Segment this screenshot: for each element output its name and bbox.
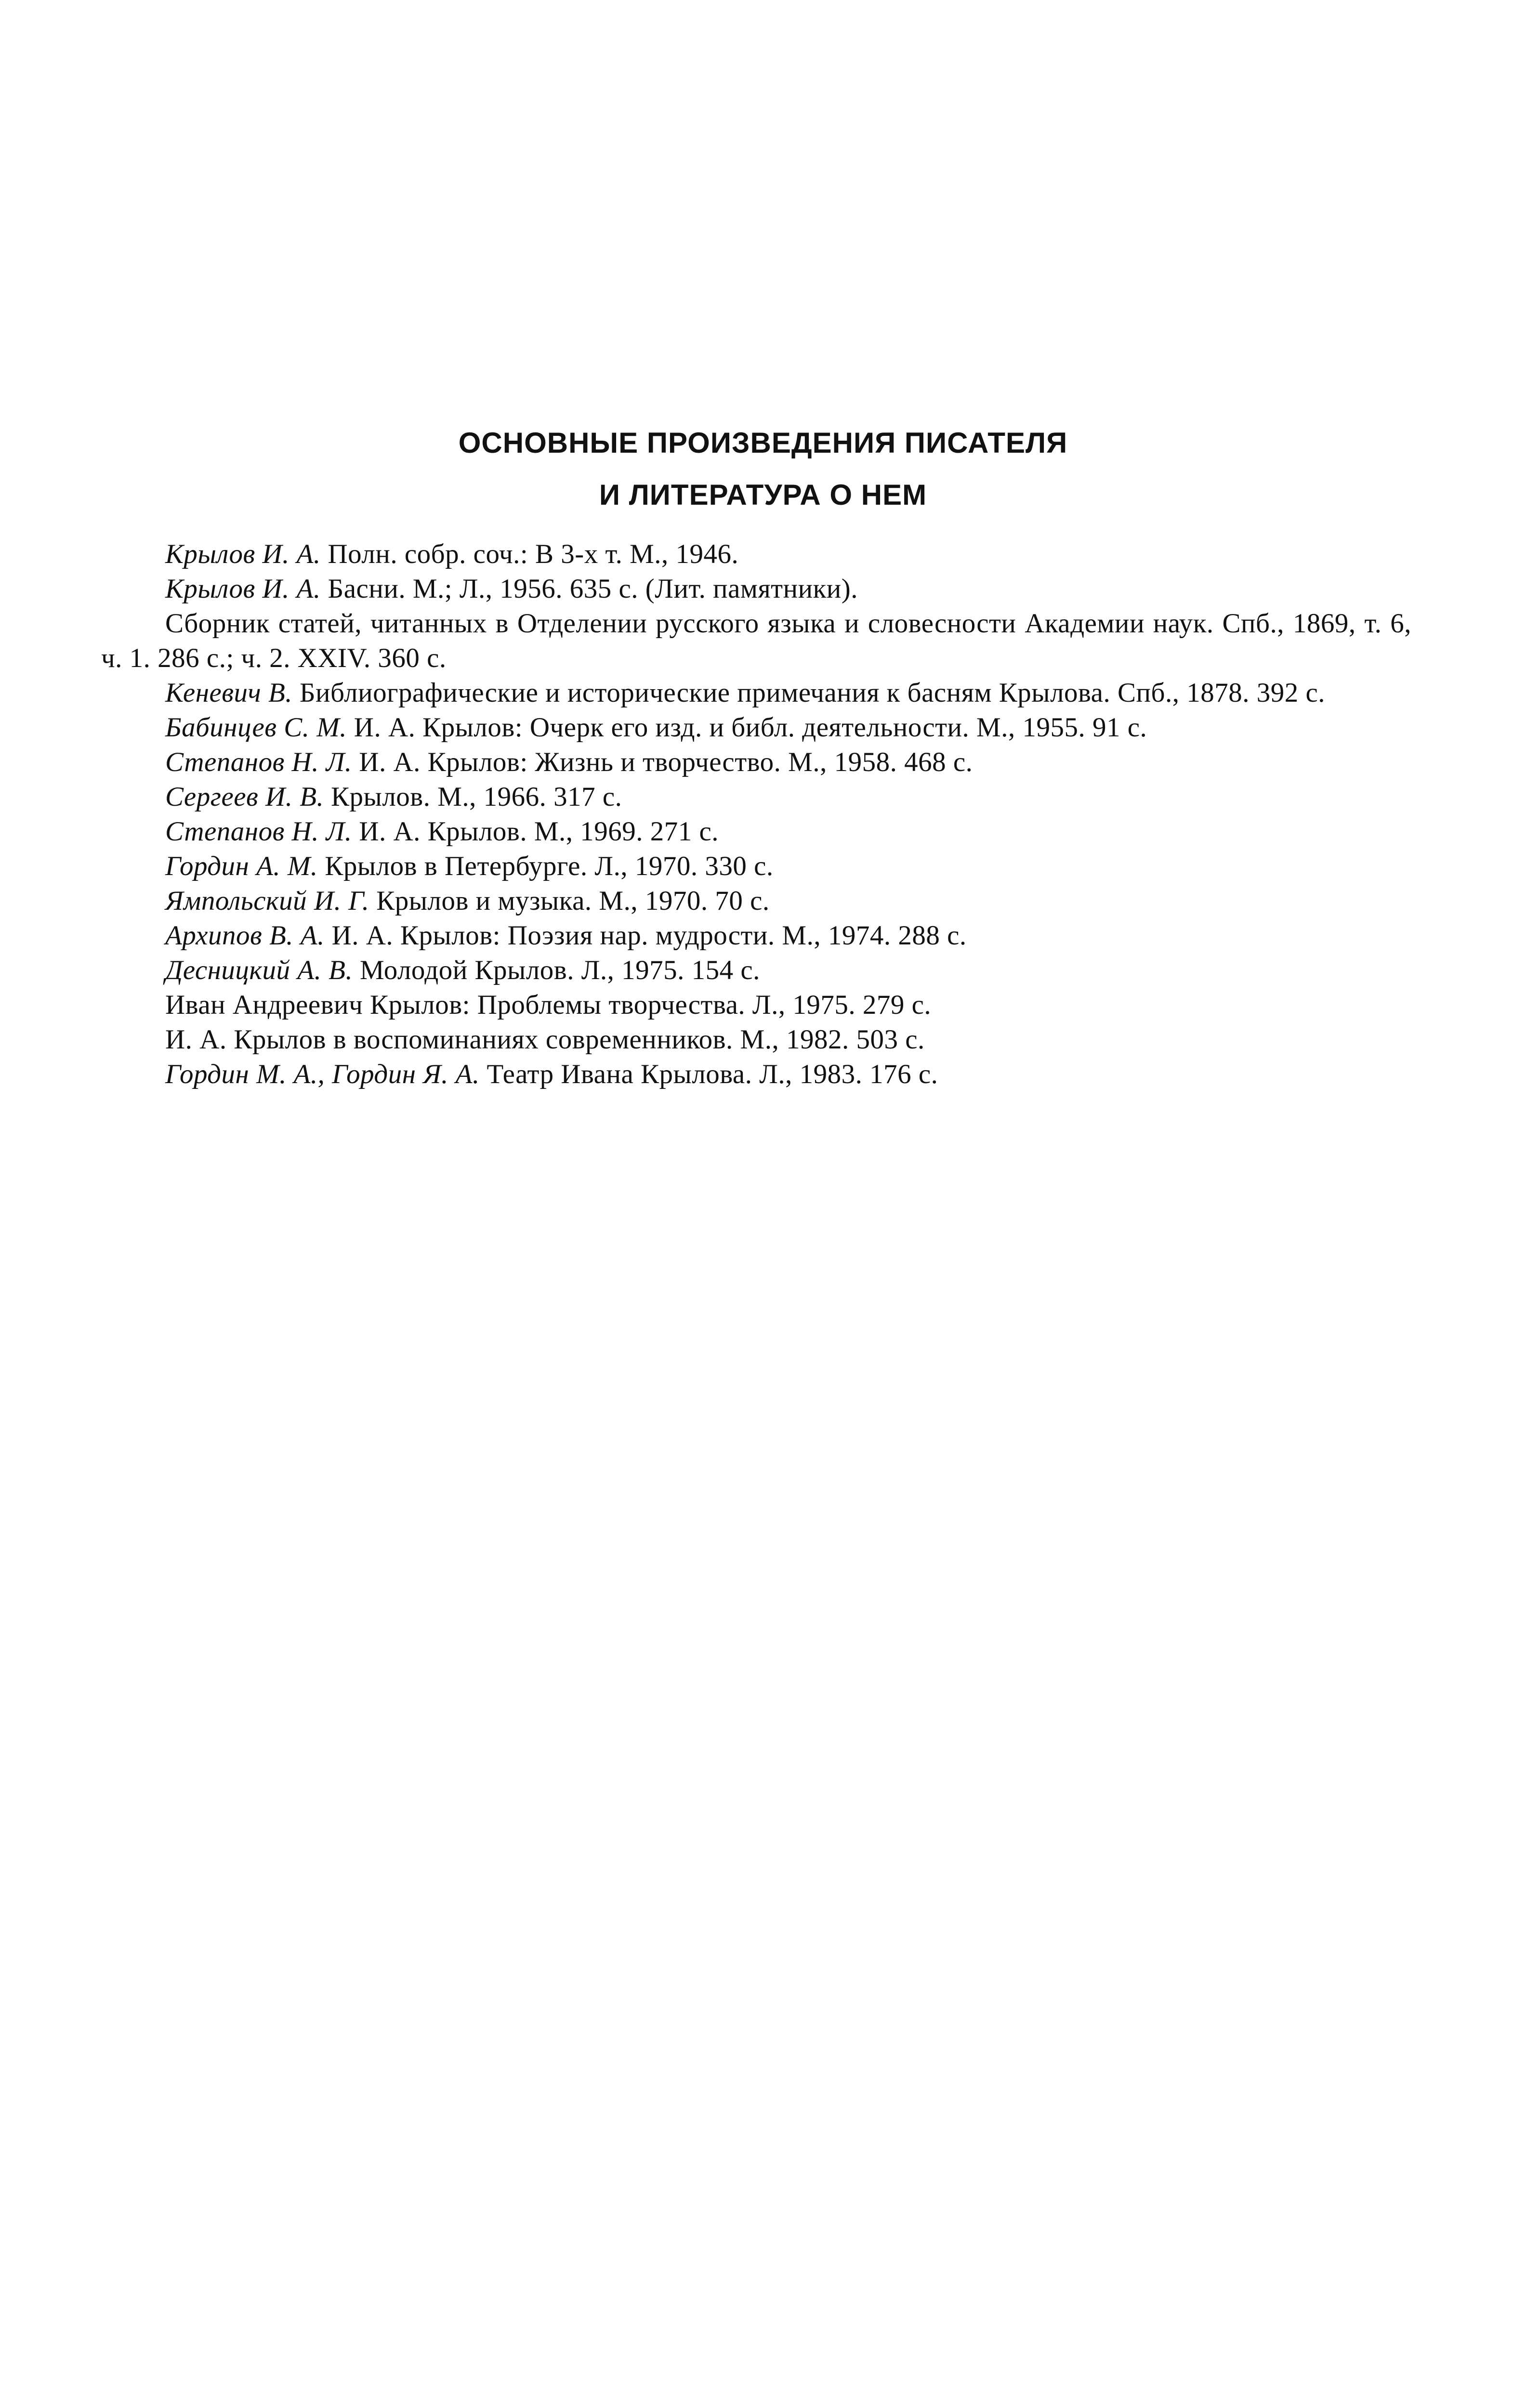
bibliography-entry	[101, 988, 1411, 1022]
entry-text: И. А. Крылов: Очерк его изд. и библ. деятельности. М., 1955. 91 с.	[347, 712, 1147, 743]
entry-text: Иван Андреевич Крылов: Проблемы творчества. Л., 1975. 279 с.	[165, 990, 932, 1020]
section-heading-line-1: ОСНОВНЫЕ ПРОИЗВЕДЕНИЯ ПИСАТЕЛЯ	[458, 427, 1068, 459]
section-heading-line-2: И ЛИТЕРАТУРА О НЕМ	[599, 479, 927, 511]
bibliography-entry	[101, 884, 1411, 918]
bibliography-entry	[101, 1022, 1411, 1057]
entry-text: Сборник статей, читанных в Отделении русского языка и словесности Академии наук. Спб., 1869, т. 6, ч. 1. 286 с.; ч. 2. XXIV. 360 с.	[101, 608, 1411, 673]
entry-text: И. А. Крылов: Поэзия нар. мудрости. М., 1974. 288 с.	[324, 920, 967, 951]
entry-text: Крылов в Петербурге. Л., 1970. 330 с.	[317, 851, 774, 881]
bibliography-entry	[101, 849, 1411, 884]
bibliography-entry	[101, 814, 1411, 849]
bibliography-entry	[101, 745, 1411, 780]
bibliography-entry	[101, 918, 1411, 953]
bibliography-entry	[101, 676, 1411, 710]
entry-text: Басни. М.; Л., 1956. 635 с. (Лит. памятники).	[320, 574, 858, 604]
entry-text: Крылов и музыка. М., 1970. 70 с.	[369, 886, 770, 916]
entry-author: Степанов Н. Л.	[165, 816, 352, 847]
entry-text: Полн. собр. соч.: В 3-х т. М., 1946.	[320, 539, 739, 569]
entry-author: Архипов В. А.	[165, 920, 325, 951]
bibliography-list	[101, 537, 1411, 1092]
bibliography-entry	[101, 1057, 1411, 1092]
bibliography-entry	[101, 710, 1411, 745]
entry-text: Крылов. М., 1966. 317 с.	[324, 782, 622, 812]
entry-author: Кеневич В.	[165, 678, 293, 708]
bibliography-entry	[101, 572, 1411, 606]
entry-author: Десницкий А. В.	[165, 955, 353, 985]
bibliography-entry	[101, 780, 1411, 814]
bibliography-entry	[101, 606, 1411, 676]
entry-author: Гордин А. М.	[165, 851, 318, 881]
entry-text: И. А. Крылов: Жизнь и творчество. М., 1958. 468 с.	[352, 747, 973, 777]
entry-text: И. А. Крылов в воспоминаниях современников. М., 1982. 503 с.	[165, 1024, 925, 1055]
entry-text: Библиографические и исторические примечания к басням Крылова. Спб., 1878. 392 с.	[292, 678, 1326, 708]
entry-text: Молодой Крылов. Л., 1975. 154 с.	[353, 955, 760, 985]
entry-author: Бабинцев С. М.	[165, 712, 347, 743]
entry-author: Гордин М. А., Гордин Я. А.	[165, 1059, 480, 1089]
entry-text: И. А. Крылов. М., 1969. 271 с.	[352, 816, 719, 847]
entry-author: Степанов Н. Л.	[165, 747, 352, 777]
entry-author: Ямпольский И. Г.	[165, 886, 369, 916]
bibliography-entry	[101, 953, 1411, 988]
entry-author: Крылов И. А.	[165, 574, 321, 604]
entry-author: Сергеев И. В.	[165, 782, 324, 812]
entry-text: Театр Ивана Крылова. Л., 1983. 176 с.	[479, 1059, 938, 1089]
bibliography-entry	[101, 537, 1411, 572]
entry-author: Крылов И. А.	[165, 539, 321, 569]
